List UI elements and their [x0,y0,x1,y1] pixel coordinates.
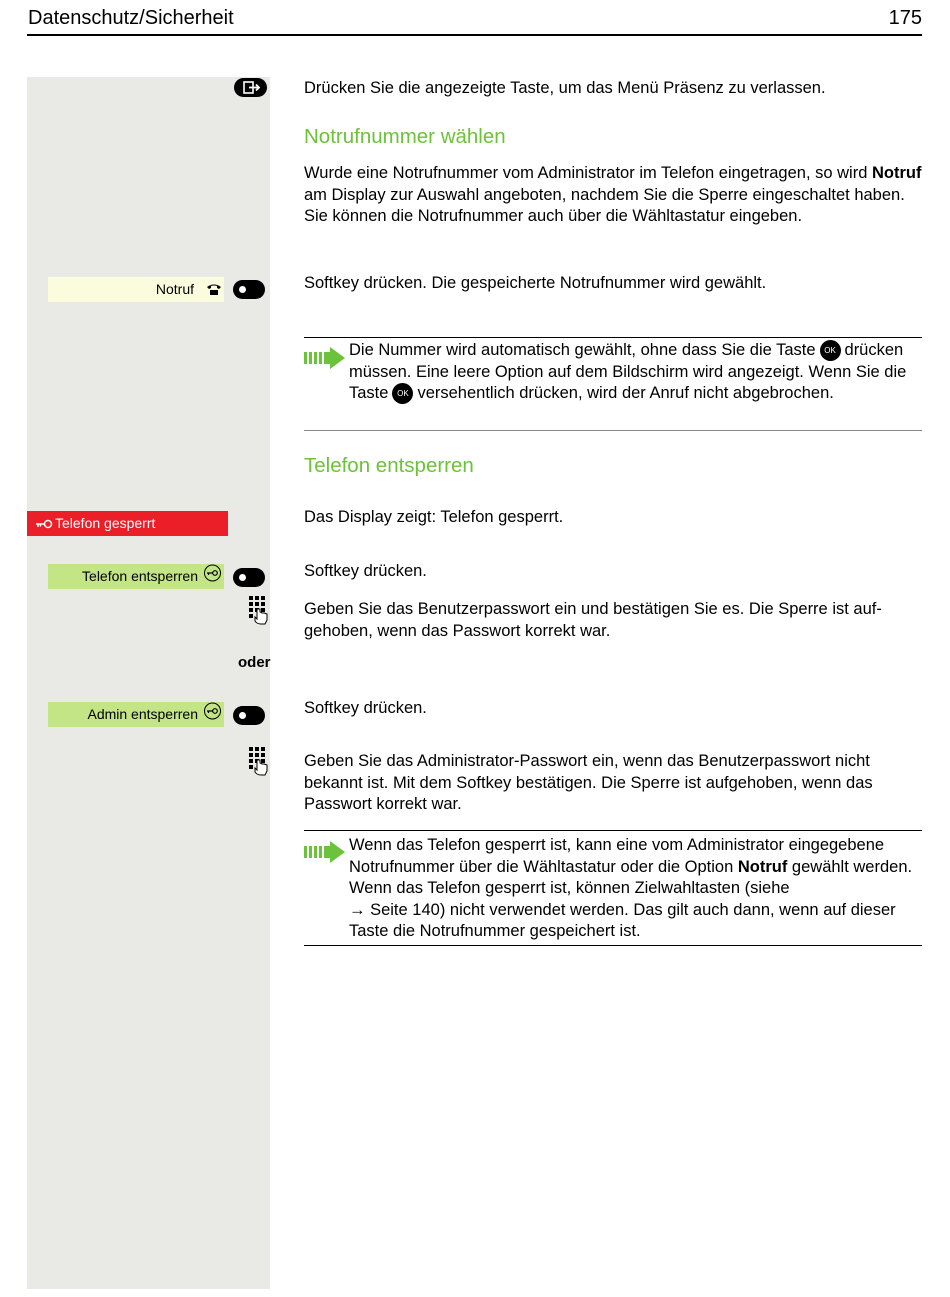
softkey-button[interactable] [233,568,265,587]
unlock-key-icon [203,702,222,720]
note-emergency: Die Nummer wird automatisch gewählt, ohne dass Sie die Taste OK drücken müssen. Eine leere Option auf dem Bildschirm wird angezeigt. Wenn Sie die Taste OK versehentlich drücken, wird der Anruf nicht abgebrochen. [349,340,923,405]
note-arrow-icon [304,346,346,370]
page-number: 175 [888,7,922,29]
display-label-admin: Admin entsperren [48,702,224,727]
note-locked: Wenn das Telefon gesperrt ist, kann eine vom Administrator eingegebene Notrufnummer über die Wähltastatur oder die Option Notruf gewählt werden. Wenn das Telefon gesperrt ist, können Zielwahltasten (siehe → Seite 140) nicht verwendet werden. Das gilt auch dann, wenn auf dieser Taste die Notrufnummer gespeichert ist. [349,836,913,940]
page-header-title: Datenschutz/Sicherheit [28,7,234,29]
display-locked-text: Das Display zeigt: Telefon gesperrt. [304,508,564,526]
emergency-paragraph: Wurde eine Notrufnummer vom Administrator im Telefon eingetragen, so wird Notruf am Display zur Auswahl angeboten, nachdem Sie die Sperre eingeschaltet haben. Sie können die Notrufnummer auch über die Wähltastatur eingeben. [304,164,922,225]
ok-key-icon: OK [820,340,841,361]
note-rule-top [304,830,922,831]
keypad-icon [248,595,270,625]
intro-text: Drücken Sie die angezeigte Taste, um das Menü Präsenz zu verlassen. [304,79,826,97]
display-label-notruf: Notruf [48,277,224,302]
softkey-notruf-text: Softkey drücken. Die gespeicherte Notrufnummer wird gewählt. [304,274,767,292]
keypad-icon [248,746,270,776]
password-text: Geben Sie das Benutzerpasswort ein und bestätigen Sie es. Die Sperre ist aufgehoben, wenn das Passwort korrekt war. [304,600,882,640]
display-label-unlock: Telefon entsperren [48,564,224,589]
admin-softkey-text: Softkey drücken. [304,699,427,717]
display-label-locked: Telefon gesperrt [27,511,228,536]
note-rule-bottom [304,430,922,431]
emergency-phone-icon [206,282,222,296]
or-label: oder [238,654,271,671]
exit-key [234,78,267,97]
header-rule [27,34,922,36]
note-rule-top [304,337,922,338]
exit-icon [234,78,267,97]
unlock-key-icon [203,564,222,582]
softkey-button[interactable] [233,706,265,725]
note-arrow-icon [304,840,346,864]
admin-password-text: Geben Sie das Administrator-Passwort ein, wenn das Benutzerpasswort nicht bekannt ist. Mit dem Softkey bestätigen. Die Sperre ist aufgehoben, wenn das Passwort korrekt war. [304,752,873,813]
section-heading-emergency: Notrufnummer wählen [304,125,506,148]
page-reference-link[interactable]: → Seite 140 [349,900,440,919]
softkey-button[interactable] [233,280,265,299]
ok-key-icon: OK [392,383,413,404]
key-icon [35,519,53,529]
section-heading-unlock: Telefon entsperren [304,454,474,477]
unlock-softkey-text: Softkey drücken. [304,562,427,580]
note-rule-bottom [304,945,922,946]
sidebar [27,77,270,1289]
